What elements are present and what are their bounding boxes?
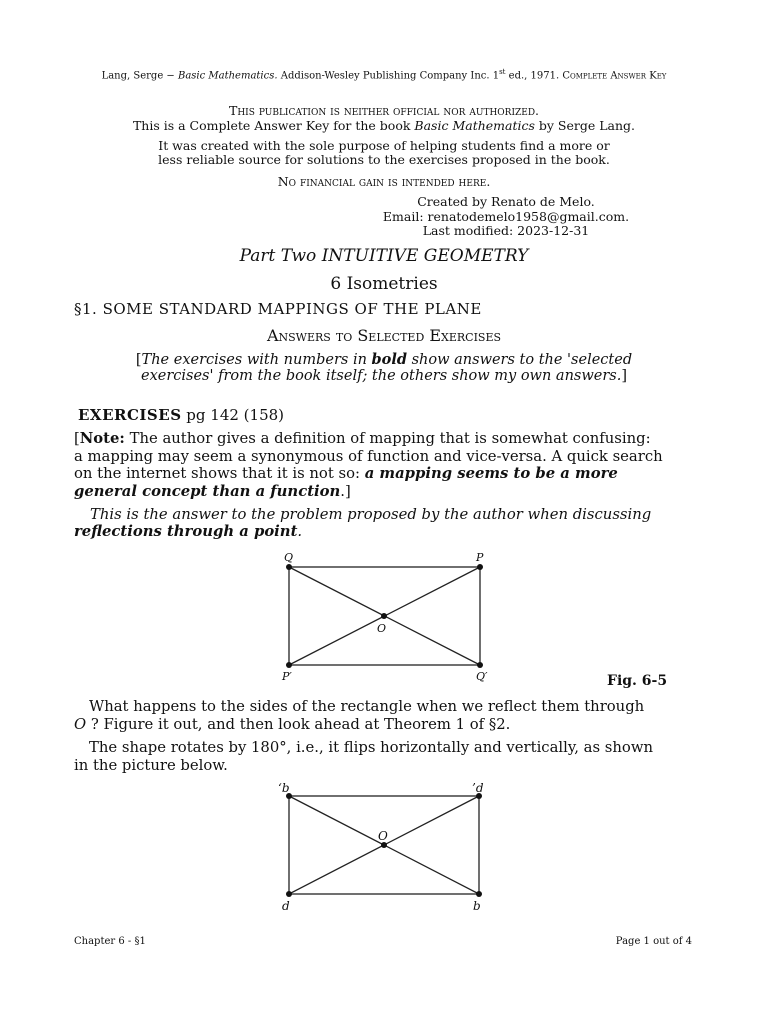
note-emphasis-1: a mapping seems to be a more: [364, 465, 618, 482]
question-line-2: [74, 716, 700, 734]
citation-header: [0, 68, 768, 81]
note-label: Note:: [79, 430, 125, 447]
notice-unofficial: This publication is neither official nor authorized.: [228, 103, 540, 118]
figure-rectangle-1: [270, 548, 500, 688]
point-q-prime: [477, 662, 483, 668]
notice-book-title: Basic Mathematics: [414, 118, 535, 133]
exercises-page: pg 142 (158): [181, 406, 285, 424]
note-line-3: [74, 465, 700, 483]
note-line-4: [74, 483, 700, 501]
label-p: P: [476, 551, 484, 564]
citation-year: ed., 1971.: [505, 70, 563, 82]
citation-title: Basic Mathematics.: [177, 70, 278, 82]
intro-note-text-1: The exercises with numbers in: [141, 352, 372, 368]
footer-page-number: Page 1 out of 4: [615, 936, 692, 947]
answers-title: Answers to Selected Exercises: [266, 326, 502, 345]
figure-caption: Fig. 6-5: [607, 673, 668, 689]
label-p-prime: P′: [282, 670, 292, 683]
problem-intro-text: This is the answer to the problem proposed by the author when discussing: [90, 506, 652, 523]
question-text: ? Figure it out, and then look ahead at Theorem 1 of §2.: [86, 715, 511, 733]
question-variable: O: [74, 715, 87, 733]
notice-book-prefix: This is a Complete Answer Key for the book: [132, 118, 415, 133]
note-text-3: on the internet shows that it is not so:: [74, 465, 365, 482]
note-emphasis-2: general concept than a function: [74, 482, 341, 500]
answer-line-2: in the picture below.: [74, 756, 228, 774]
section-title: §1. SOME STANDARD MAPPINGS OF THE PLANE: [74, 300, 482, 318]
point-q: [286, 564, 292, 570]
intro-note-bold: bold: [371, 351, 407, 368]
problem-intro-line-2: [74, 523, 700, 541]
bracket-open: [: [135, 352, 142, 368]
credit-last-modified: Last modified: 2023-12-31: [422, 223, 590, 238]
point-p-prime: [286, 662, 292, 668]
exercises-heading: [78, 406, 284, 424]
bracket-close: ]: [621, 368, 627, 384]
question-line-1: What happens to the sides of the rectangle when we reflect them through: [89, 698, 645, 715]
note-text-1: The author gives a definition of mapping that is somewhat confusing:: [124, 430, 651, 447]
citation-publisher: Addison-Wesley Publishing Company Inc. 1: [277, 70, 500, 82]
credit-email: Email: renatodemelo1958@gmail.com.: [382, 209, 630, 224]
label-o: O: [377, 622, 387, 635]
notice-book: [0, 118, 768, 134]
label-bottom-right: b: [473, 899, 481, 913]
label-q-prime: Q′: [476, 670, 488, 683]
credit-author: Created by Renato de Melo.: [417, 194, 595, 209]
problem-intro-period: .: [297, 523, 303, 540]
point-o: [381, 613, 387, 619]
point-bottom-left: [286, 891, 292, 897]
problem-intro-line-1: [90, 506, 716, 524]
label-bottom-left: d: [282, 899, 290, 913]
note-bracket: [: [74, 430, 80, 447]
note-end: .]: [340, 482, 351, 500]
notice-book-suffix: by Serge Lang.: [534, 118, 636, 133]
point-p: [477, 564, 483, 570]
notice-purpose-1: It was created with the sole purpose of helping students find a more or: [158, 138, 610, 153]
notice-purpose-2: less reliable source for solutions to the exercises proposed in the book.: [158, 152, 610, 167]
part-title: Part Two INTUITIVE GEOMETRY: [239, 246, 529, 266]
note-line-1: [74, 430, 700, 448]
intro-note-line-1: [0, 351, 768, 369]
intro-note-text-2: show answers to the 'selected: [407, 352, 633, 368]
label-q: Q: [284, 551, 294, 564]
footer-chapter: Chapter 6 - §1: [74, 936, 146, 947]
label-top-right: ’d: [472, 781, 484, 795]
citation-author: Lang, Serge −: [101, 70, 178, 82]
point-bottom-right: [476, 891, 482, 897]
intro-note-line-2: [0, 368, 768, 385]
citation-key: Complete Answer Key: [562, 70, 667, 82]
chapter-title: 6 Isometries: [330, 274, 438, 294]
notice-financial: No financial gain is intended here.: [277, 174, 491, 189]
citation-edition-sup: st: [499, 68, 506, 76]
label-top-left: ‘b: [278, 781, 290, 795]
problem-intro-emphasis: reflections through a point: [74, 523, 298, 540]
label-center: O: [378, 829, 388, 843]
note-line-2: a mapping may seem a synonymous of function and vice-versa. A quick search: [74, 447, 663, 465]
intro-note-text-3: exercises' from the book itself; the others show my own answers.: [140, 368, 622, 384]
exercises-label: EXERCISES: [78, 406, 182, 424]
answer-line-1: The shape rotates by 180°, i.e., it flips horizontally and vertically, as shown: [89, 739, 654, 756]
figure-rectangle-2: [270, 778, 500, 916]
